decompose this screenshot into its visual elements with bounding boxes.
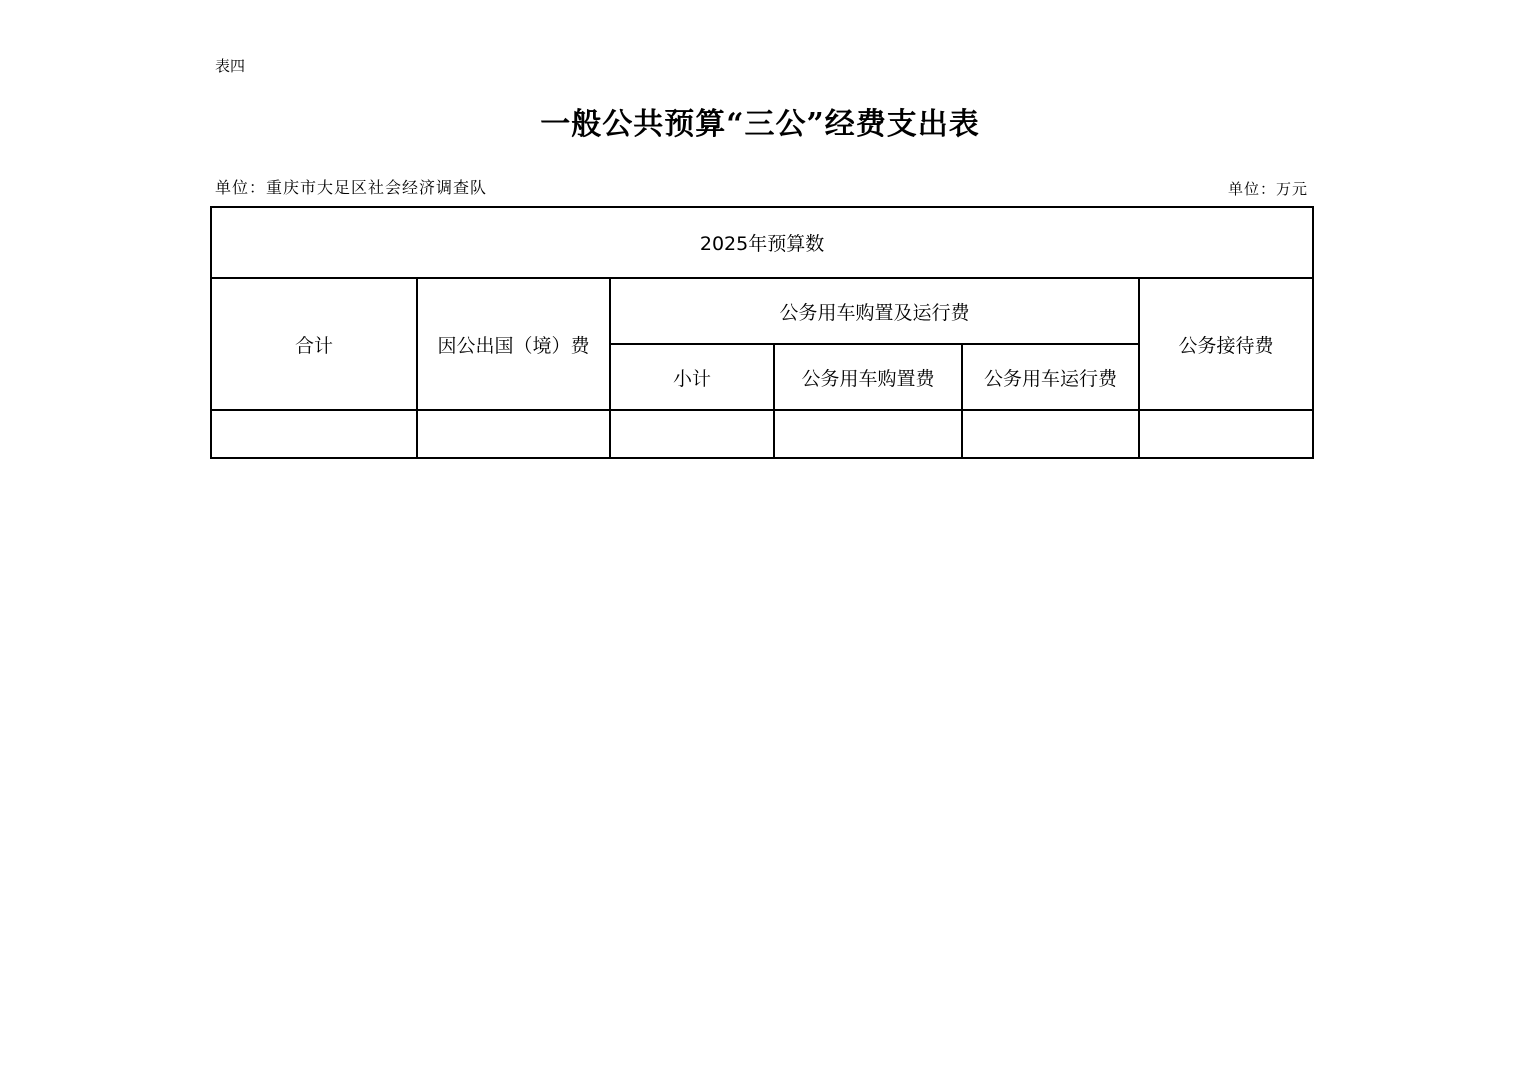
table-row (211, 410, 1313, 458)
header-vehicle-group: 公务用车购置及运行费 (610, 278, 1139, 344)
header-row-1 (211, 278, 1313, 344)
unit-organization: 单位：重庆市大足区社会经济调查队 (215, 178, 488, 197)
header-reception: 公务接待费 (1139, 278, 1313, 410)
value-reception (1139, 410, 1313, 458)
value-total (211, 410, 417, 458)
header-vehicle-operation: 公务用车运行费 (962, 344, 1139, 410)
header-vehicle-purchase: 公务用车购置费 (774, 344, 962, 410)
unit-currency: 单位：万元 (1227, 180, 1308, 198)
document-title: 一般公共预算“三公”经费支出表 (540, 107, 980, 142)
year-header-cell: 2025年预算数 (211, 207, 1313, 278)
table-number: 表四 (215, 57, 246, 75)
value-overseas (417, 410, 610, 458)
value-vehicle-subtotal (610, 410, 774, 458)
year-header-row (211, 207, 1313, 278)
header-vehicle-subtotal: 小计 (610, 344, 774, 410)
value-vehicle-purchase (774, 410, 962, 458)
header-overseas: 因公出国（境）费 (417, 278, 610, 410)
budget-table (210, 206, 1314, 459)
value-vehicle-operation (962, 410, 1139, 458)
header-total: 合计 (211, 278, 417, 410)
